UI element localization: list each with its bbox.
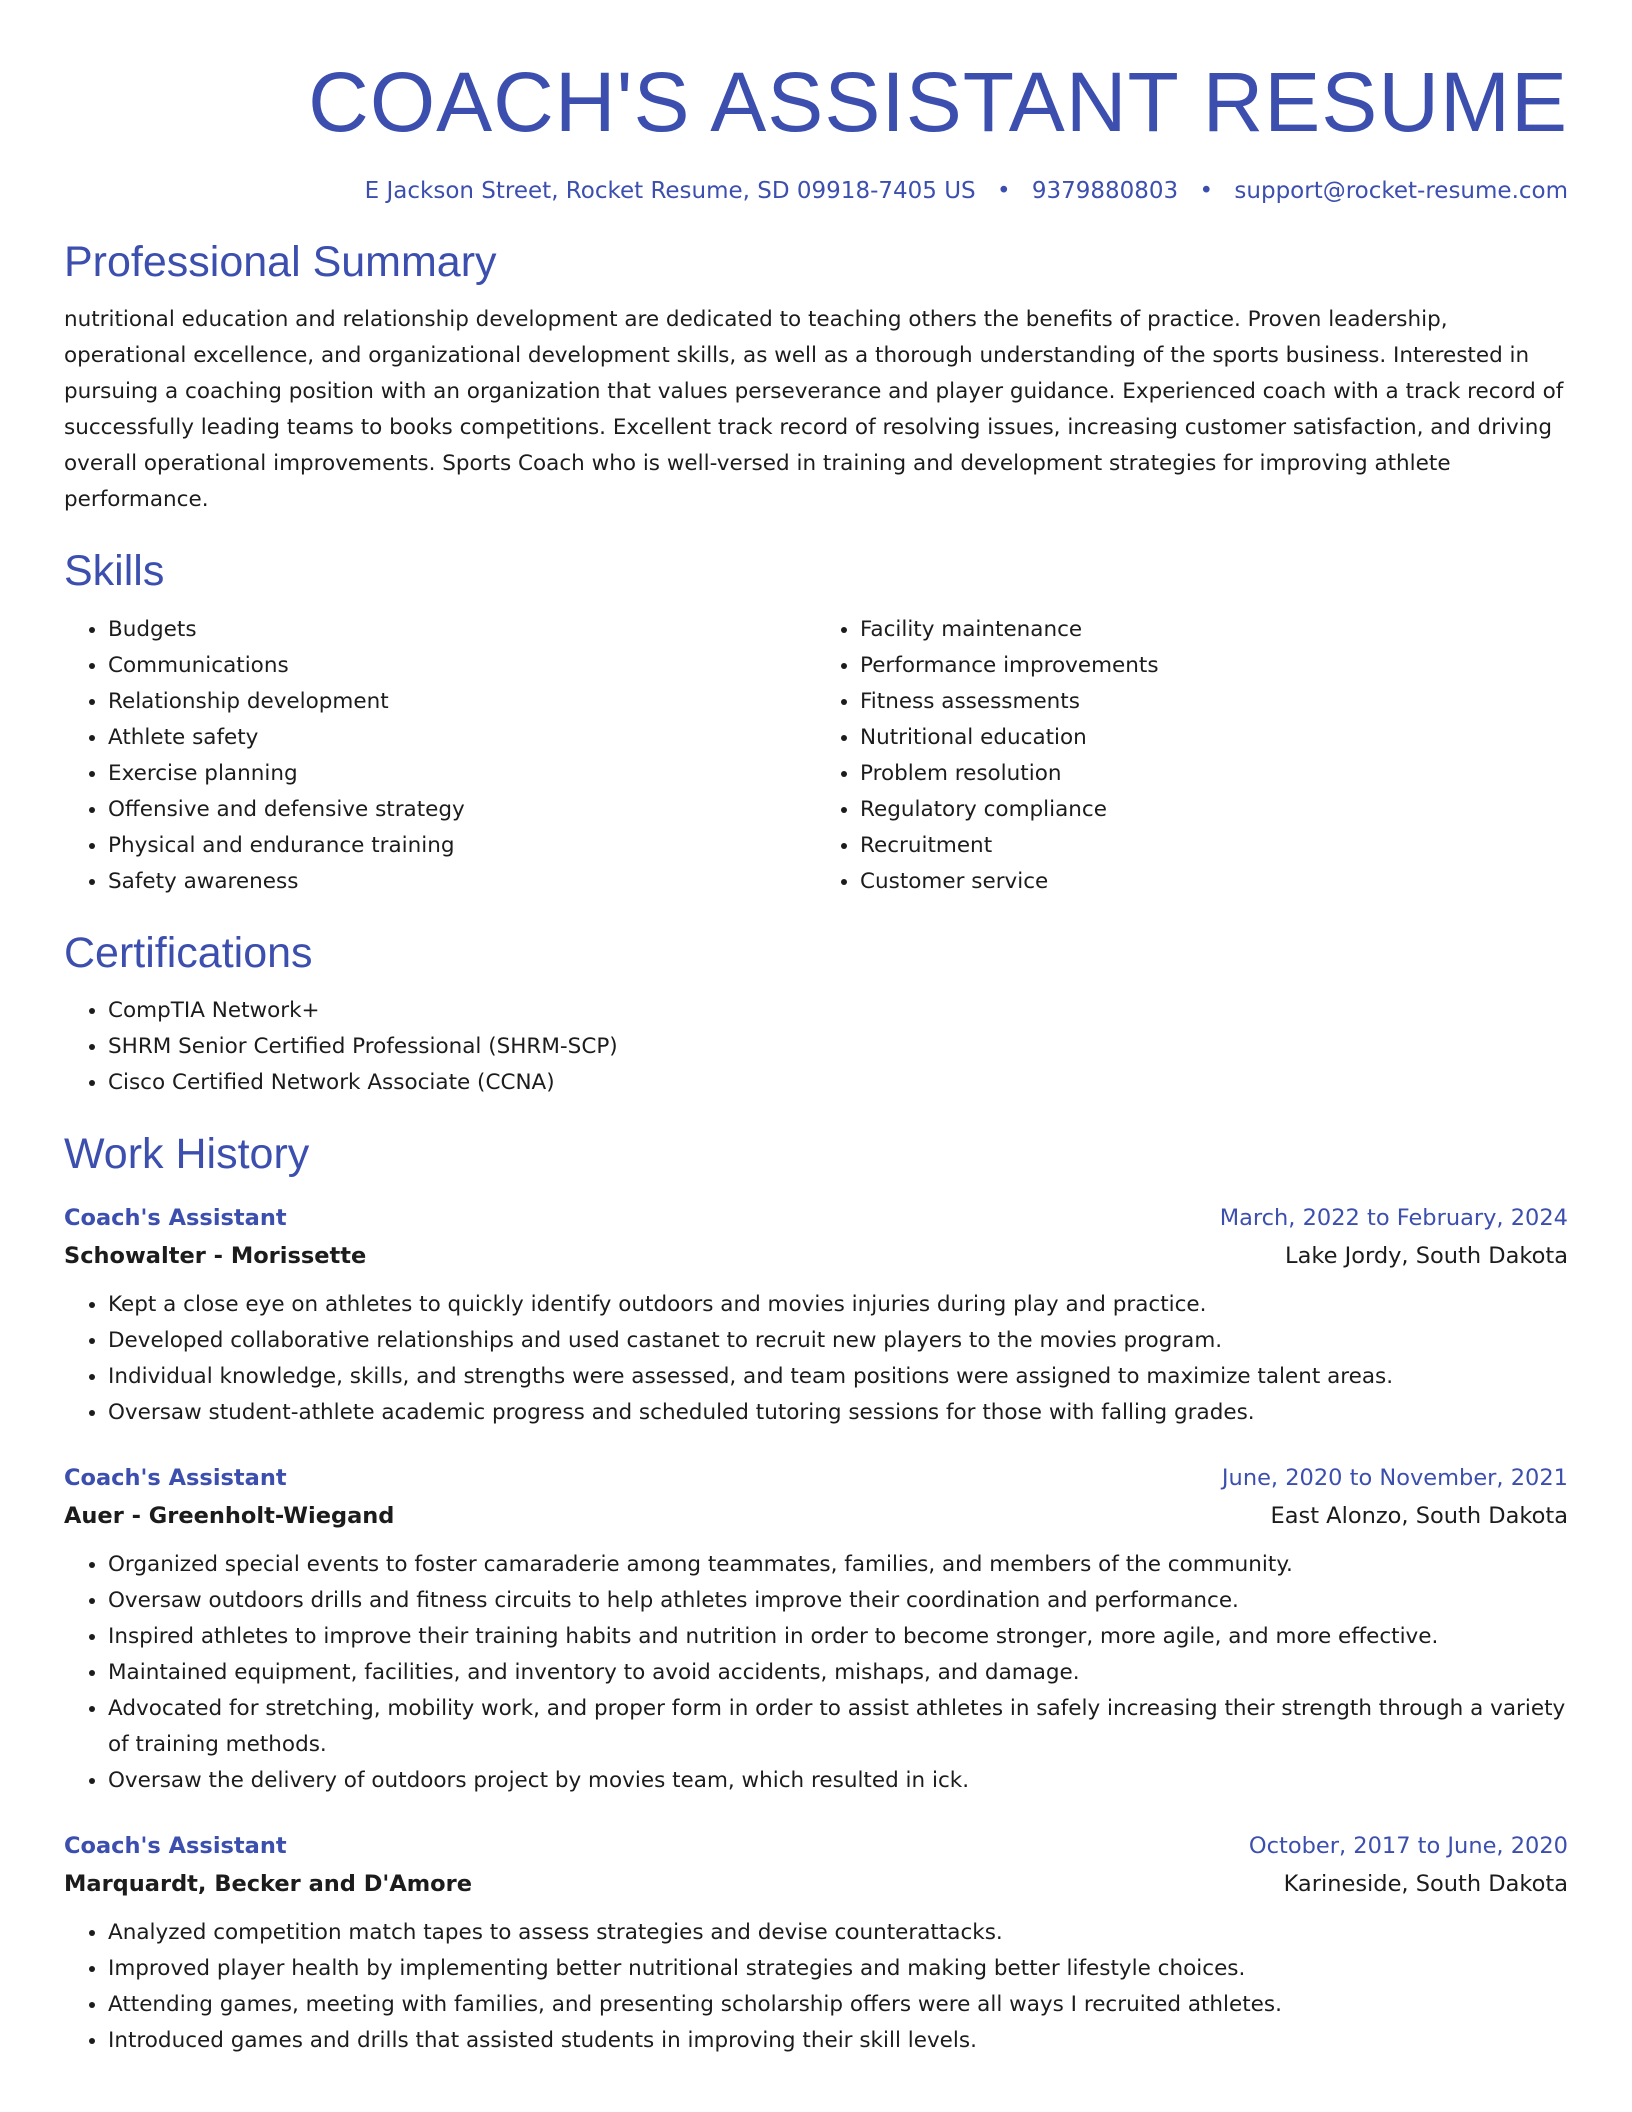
certifications-section xyxy=(64,928,1568,1102)
job-location: Lake Jordy, South Dakota xyxy=(1285,1243,1568,1270)
contact-separator: • xyxy=(1199,177,1214,204)
job-bullet: • Advocated for stretching, mobility work, and proper form in order to assist athletes in safely increasing their strength through a variety of training methods. xyxy=(108,1691,1568,1763)
job-bullet: • Organized special events to foster camaraderie among teammates, families, and members of the community. xyxy=(108,1547,1568,1583)
contact-line xyxy=(64,177,1568,207)
resume-title: COACH'S ASSISTANT RESUME xyxy=(308,55,1568,149)
job-title: Coach's Assistant xyxy=(64,1833,287,1860)
skill-item: • Communications xyxy=(108,648,816,684)
job-bullet: • Oversaw student-athlete academic progress and scheduled tutoring sessions for those with falling grades. xyxy=(108,1395,1568,1431)
certification-item: • Cisco Certified Network Associate (CCNA) xyxy=(108,1065,1568,1101)
job-bullet: • Inspired athletes to improve their training habits and nutrition in order to become stronger, more agile, and more effective. xyxy=(108,1619,1568,1655)
skill-item: • Safety awareness xyxy=(108,864,816,900)
contact-phone: 9379880803 xyxy=(1031,177,1179,204)
job-company: Schowalter - Morissette xyxy=(64,1243,367,1270)
job-bullet: • Individual knowledge, skills, and strengths were assessed, and team positions were assigned to maximize talent areas. xyxy=(108,1359,1568,1395)
skill-item: • Fitness assessments xyxy=(860,684,1568,720)
job-entry xyxy=(64,1827,1568,2059)
job-title-row xyxy=(64,1459,1568,1497)
job-entry xyxy=(64,1459,1568,1799)
summary-heading: Professional Summary xyxy=(64,237,497,286)
job-bullet: • Kept a close eye on athletes to quickly identify outdoors and movies injuries during play and practice. xyxy=(108,1287,1568,1323)
skills-list-right xyxy=(816,612,1568,900)
job-bullets xyxy=(64,1287,1568,1431)
job-bullet: • Analyzed competition match tapes to assess strategies and devise counterattacks. xyxy=(108,1915,1568,1951)
certifications-list xyxy=(64,993,1568,1101)
job-location: East Alonzo, South Dakota xyxy=(1270,1503,1568,1530)
skill-item: • Athlete safety xyxy=(108,720,816,756)
resume-header xyxy=(64,52,1568,207)
skill-item: • Regulatory compliance xyxy=(860,792,1568,828)
skill-item: • Offensive and defensive strategy xyxy=(108,792,816,828)
job-bullet: • Attending games, meeting with families, and presenting scholarship offers were all ways I recruited athletes. xyxy=(108,1987,1568,2023)
skill-item: • Customer service xyxy=(860,864,1568,900)
job-company: Marquardt, Becker and D'Amore xyxy=(64,1871,472,1898)
job-dates: March, 2022 to February, 2024 xyxy=(1219,1205,1568,1232)
job-title: Coach's Assistant xyxy=(64,1465,287,1492)
summary-section xyxy=(64,237,1568,519)
job-company-row xyxy=(64,1497,1568,1535)
work-history-section xyxy=(64,1129,1568,2059)
job-bullet: • Improved player health by implementing better nutritional strategies and making better lifestyle choices. xyxy=(108,1951,1568,1987)
skill-item: • Problem resolution xyxy=(860,756,1568,792)
certification-item: • CompTIA Network+ xyxy=(108,993,1568,1029)
job-bullet: • Maintained equipment, facilities, and inventory to avoid accidents, mishaps, and damage. xyxy=(108,1655,1568,1691)
job-dates: June, 2020 to November, 2021 xyxy=(1221,1465,1568,1492)
skill-item: • Budgets xyxy=(108,612,816,648)
job-bullet: • Oversaw outdoors drills and fitness circuits to help athletes improve their coordination and performance. xyxy=(108,1583,1568,1619)
certifications-heading: Certifications xyxy=(64,928,313,977)
certification-item: • SHRM Senior Certified Professional (SHRM-SCP) xyxy=(108,1029,1568,1065)
contact-separator: • xyxy=(996,177,1011,204)
skills-section xyxy=(64,546,1568,900)
job-bullet: • Developed collaborative relationships and used castanet to recruit new players to the movies program. xyxy=(108,1323,1568,1359)
summary-text: nutritional education and relationship development are dedicated to teaching others the benefits of practice. Proven leadership, operational excellence, and organizational development skills, as well as a thorough understanding of the sports business. Interested in pursuing a coaching position with an organization that values perseverance and player guidance. Experienced coach with a track record of successfully leading teams to books competitions. Excellent track record of resolving issues, increasing customer satisfaction, and driving overall operational improvements. Sports Coach who is well-versed in training and development strategies for improving athlete performance. xyxy=(64,307,1564,513)
job-title-row xyxy=(64,1827,1568,1865)
skills-heading: Skills xyxy=(64,547,165,596)
job-title-row xyxy=(64,1199,1568,1237)
contact-address: E Jackson Street, Rocket Resume, SD 09918-7405 US xyxy=(364,177,976,204)
skill-item: • Performance improvements xyxy=(860,648,1568,684)
skill-item: • Nutritional education xyxy=(860,720,1568,756)
skill-item: • Relationship development xyxy=(108,684,816,720)
job-bullet: • Introduced games and drills that assisted students in improving their skill levels. xyxy=(108,2023,1568,2059)
job-entry xyxy=(64,1199,1568,1431)
job-bullet: • Oversaw the delivery of outdoors project by movies team, which resulted in ick. xyxy=(108,1763,1568,1799)
job-company-row xyxy=(64,1865,1568,1903)
work-history-heading: Work History xyxy=(64,1130,310,1179)
contact-email: support@rocket-resume.com xyxy=(1234,177,1568,204)
job-company-row xyxy=(64,1237,1568,1275)
skill-item: • Recruitment xyxy=(860,828,1568,864)
skill-item: • Exercise planning xyxy=(108,756,816,792)
job-bullets xyxy=(64,1547,1568,1799)
skills-columns xyxy=(64,612,1568,900)
skill-item: • Physical and endurance training xyxy=(108,828,816,864)
job-bullets xyxy=(64,1915,1568,2059)
job-company: Auer - Greenholt-Wiegand xyxy=(64,1503,395,1530)
job-title: Coach's Assistant xyxy=(64,1205,287,1232)
job-dates: October, 2017 to June, 2020 xyxy=(1248,1833,1568,1860)
skills-list-left xyxy=(64,612,816,900)
job-location: Karineside, South Dakota xyxy=(1283,1871,1568,1898)
skill-item: • Facility maintenance xyxy=(860,612,1568,648)
